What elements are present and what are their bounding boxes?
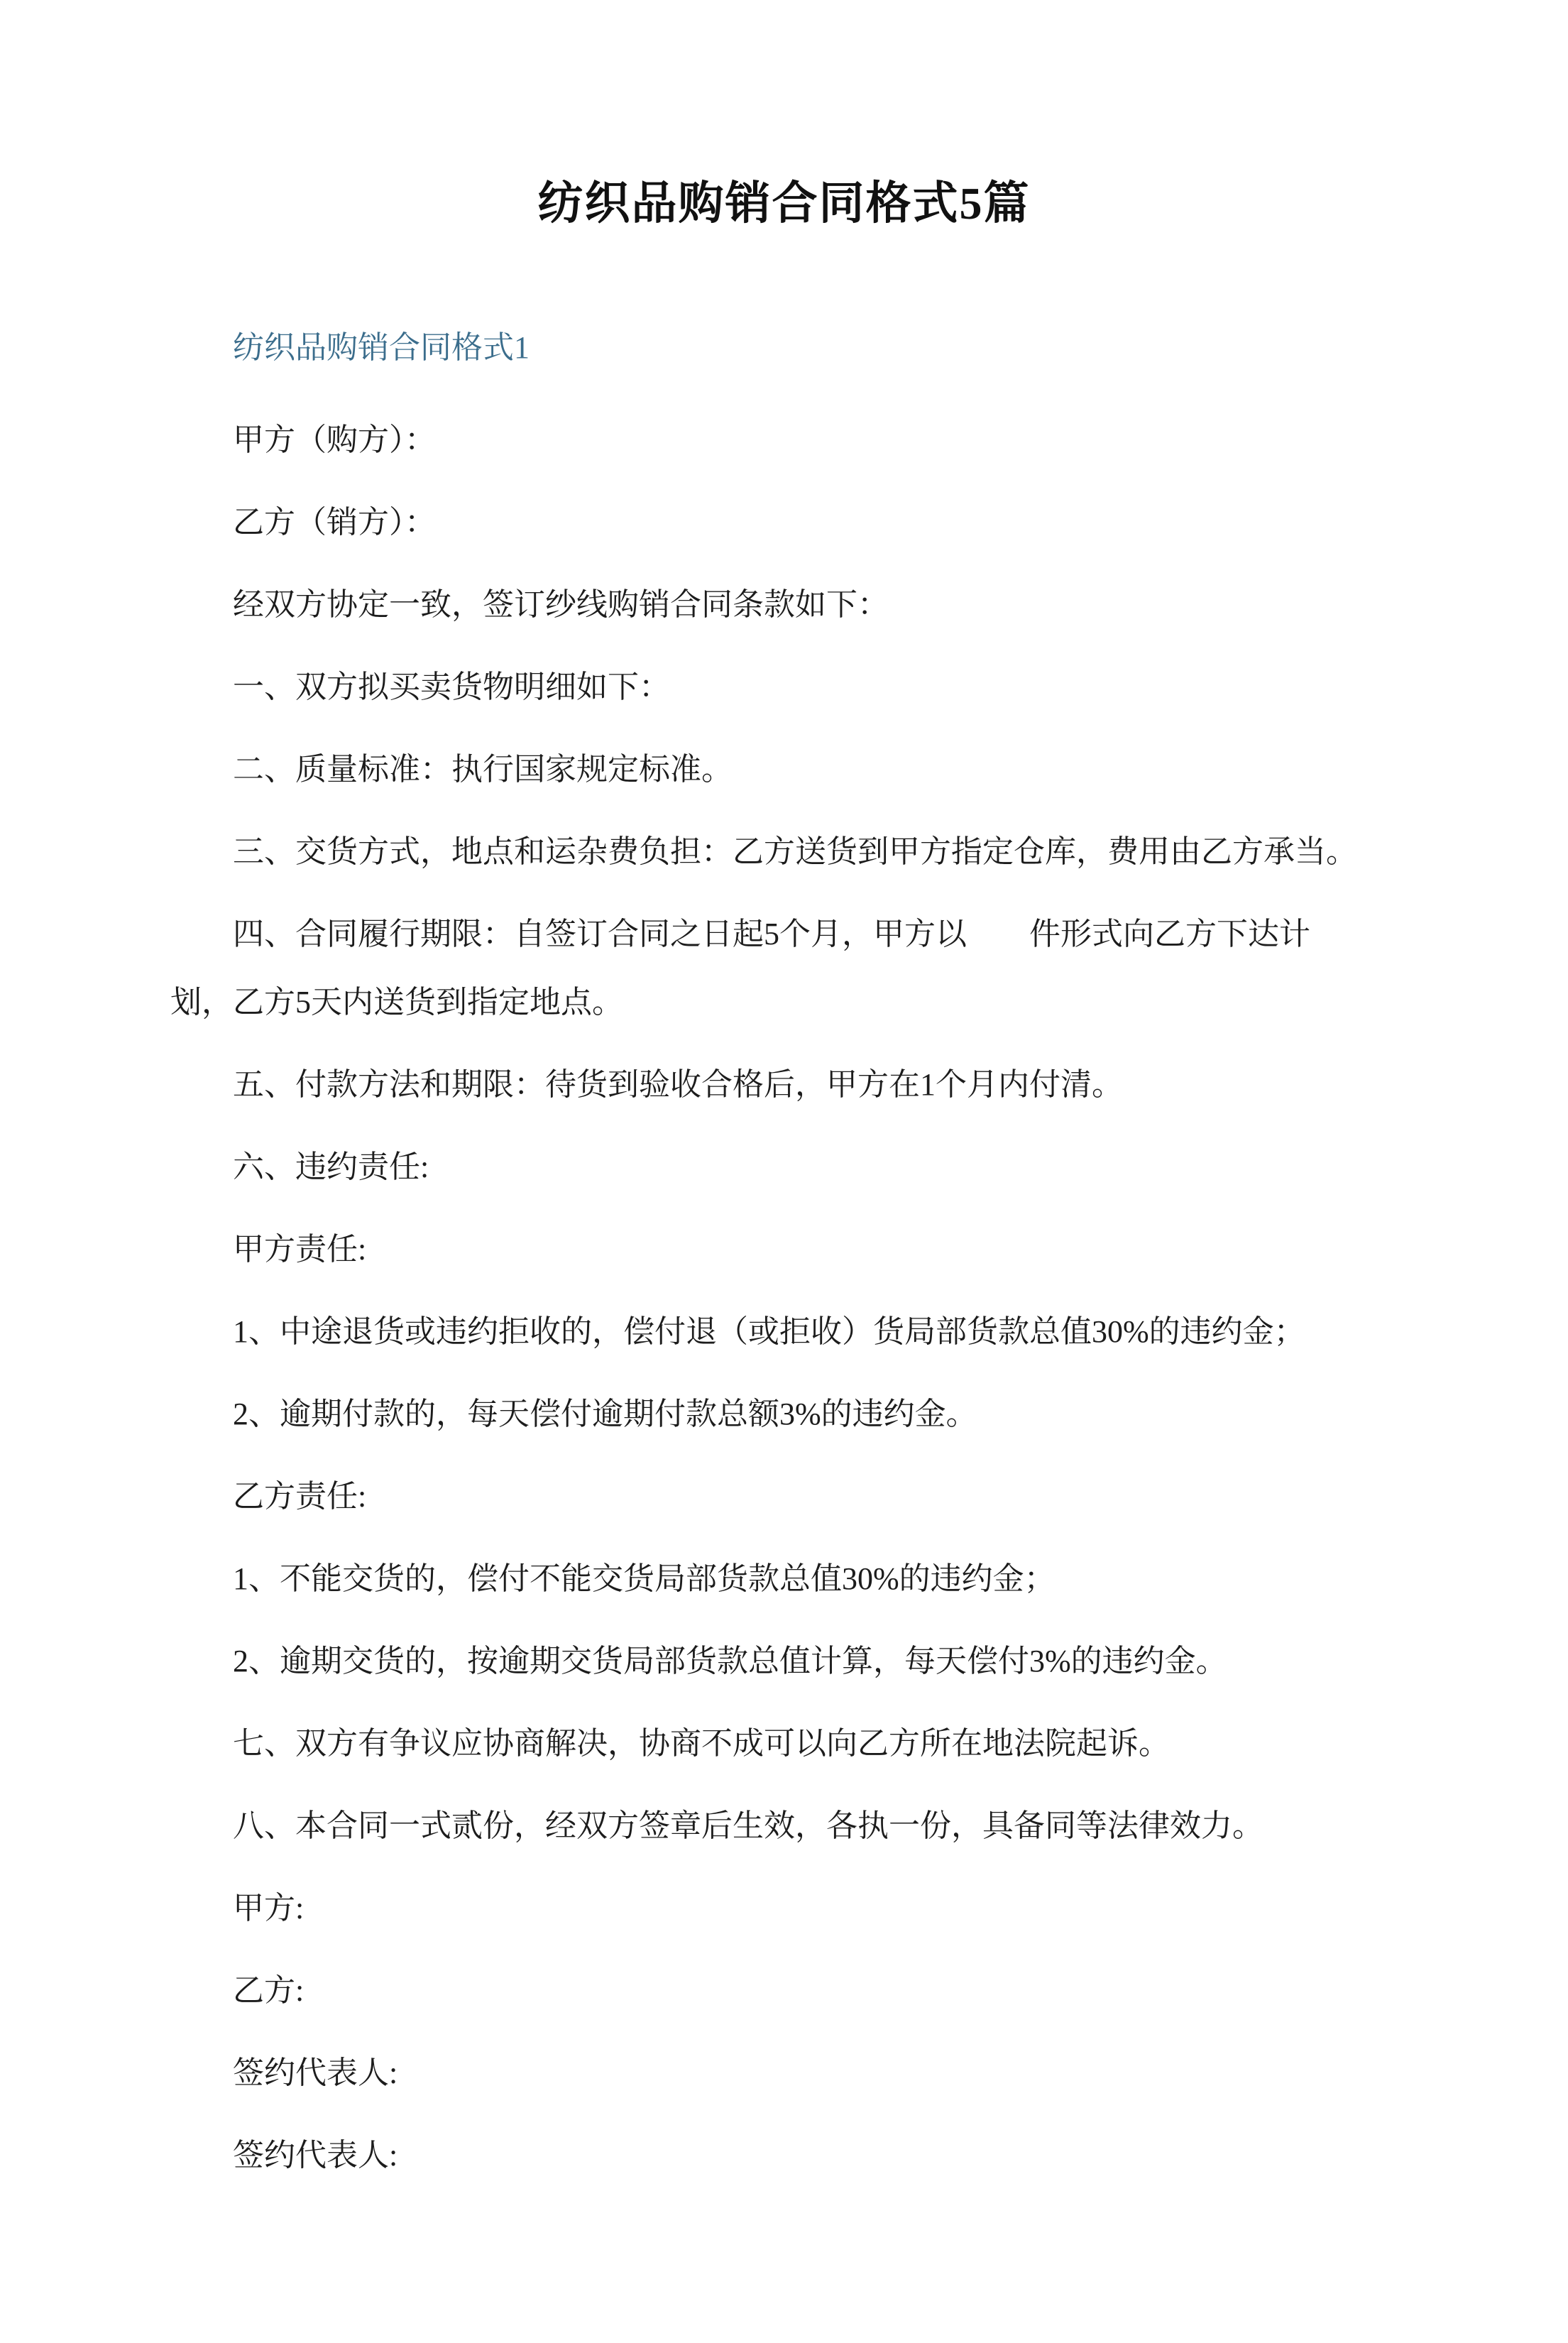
signature-party-b: 乙方:: [233, 1973, 305, 2009]
party-a-liability-item-2: 2、逾期付款的，每天偿付逾期付款总额3%的违约金。: [233, 1397, 977, 1432]
party-b-liability-item-1: 1、不能交货的，偿付不能交货局部货款总值30%的违约金；: [233, 1561, 1056, 1597]
party-a-liability-label: 甲方责任:: [233, 1232, 367, 1267]
clause-8: 八、本合同一式贰份，经双方签章后生效，各执一份，具备同等法律效力。: [233, 1808, 1263, 1844]
signature-party-a: 甲方:: [233, 1891, 305, 1926]
party-b-liability-item-2: 2、逾期交货的，按逾期交货局部货款总值计算，每天偿付3%的违约金。: [233, 1644, 1227, 1679]
clause-2: 二、质量标准：执行国家规定标准。: [233, 752, 733, 787]
signature-representative-1: 签约代表人:: [233, 2055, 398, 2091]
clause-1: 一、双方拟买卖货物明细如下：: [233, 670, 670, 705]
clause-4: 四、合同履行期限：自签订合同之日起5个月，甲方以 件形式向乙方下达计划，乙方5天内送货到指定地点。: [170, 917, 1310, 1020]
clause-6: 六、违约责任:: [233, 1149, 429, 1185]
clause-3: 三、交货方式，地点和运杂费负担：乙方送货到甲方指定仓库，费用由乙方承当。: [233, 834, 1357, 870]
document-body: [170, 329, 1369, 2190]
clause-5: 五、付款方法和期限：待货到验收合格后，甲方在1个月内付清。: [233, 1067, 1123, 1103]
party-a-liability-item-1: 1、中途退货或违约拒收的，偿付退（或拒收）货局部货款总值30%的违约金；: [233, 1314, 1305, 1350]
section-heading: 纺织品购销合同格式1: [233, 329, 530, 365]
paragraph-preamble: 经双方协定一致，签订纱线购销合同条款如下：: [233, 587, 889, 623]
clause-7: 七、双方有争议应协商解决，协商不成可以向乙方所在地法院起诉。: [233, 1726, 1170, 1762]
party-b-liability-label: 乙方责任:: [233, 1479, 367, 1514]
paragraph-party-b-label: 乙方（销方）：: [233, 505, 436, 540]
document-title: 纺织品购销合同格式5篇: [537, 178, 1031, 229]
paragraph-party-a-label: 甲方（购方）：: [233, 422, 436, 458]
signature-representative-2: 签约代表人:: [233, 2138, 398, 2173]
